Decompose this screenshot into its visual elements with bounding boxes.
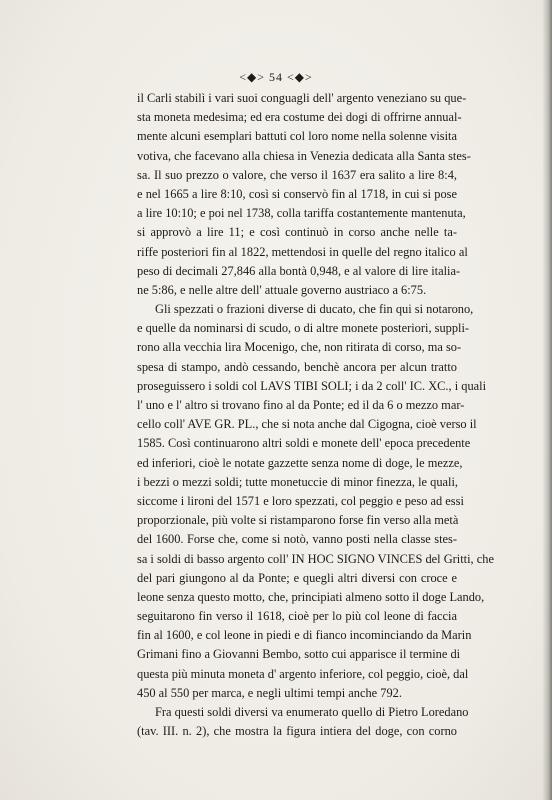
text-line: il Carli stabilì i vari suoi conguagli dell' argento veneziano su que- [137, 91, 467, 105]
text-line: e nel 1665 a lire 8:10, così si conservò fin al 1718, in cui si pose [137, 186, 457, 201]
text-line: Gli spezzati o frazioni diverse di ducato, che fin qui si notarono, [155, 302, 474, 317]
text-line: l' uno e l' altro si trovano fino al da Ponte; ed il da 6 o mezzo mar- [137, 398, 465, 412]
text-line: fin al 1600, e col leone in piedi e di fianco incominciando da Marin [137, 628, 472, 643]
text-line: (tav. III. n. 2), che mostra la figura intiera del doge, con corno [137, 724, 457, 739]
text-line: peso di decimali 27,846 alla bontà 0,948, e al valore di lire italia- [137, 263, 461, 278]
text-line: del pari giungono al da Ponte; e quegli altri diversi con croce e [137, 570, 457, 585]
text-line: 450 al 550 per marca, e negli ultimi tempi anche 792. [137, 685, 402, 700]
text-line: Grimani fino a Giovanni Bembo, sotto cui apparisce il termine di [137, 647, 461, 662]
text-line: spesa di stampo, andò cessando, benchè ancora per alcun tratto [137, 359, 457, 374]
text-line: proseguissero i soldi col LAVS TIBI SOLI; i da 2 coll' IC. XC., i quali [137, 378, 487, 393]
text-line: sa. Il suo prezzo o valore, che verso il 1637 era salito a lire 8:4, [137, 167, 457, 182]
text-line: 1585. Così continuarono altri soldi e monete dell' epoca precedente [137, 436, 471, 451]
text-line: sa i soldi di basso argento coll' IN HOC SIGNO VINCES del Gritti, che [137, 551, 494, 566]
text-line: a lire 10:10; e poi nel 1738, colla tariffa costantemente mantenuta, [137, 206, 466, 221]
body-text [137, 89, 494, 741]
text-line: e quelle da nominarsi di scudo, o di altre monete posteriori, suppli- [137, 321, 470, 336]
text-line: riffe posteriori fin al 1822, mettendosi in quelle del regno italico al [137, 244, 468, 259]
text-line: mente alcuni esemplari battuti col loro nome nella solenne visita [137, 129, 457, 144]
text-line: questa più minuta moneta d' argento inferiore, col peggio, cioè, dal [137, 666, 469, 681]
text-line: si approvò a lire 11; e così continuò in corso anche nelle ta- [137, 225, 457, 240]
text-line: leone senza questo motto, che, principiati almeno sotto il doge Lando, [137, 589, 485, 604]
text-line: sta moneta medesima; ed era costume dei dogi di offrirne annual- [137, 110, 462, 125]
text-line: cello coll' AVE GR. PL., che si nota anche dal Cigogna, cioè verso il [137, 417, 477, 432]
text-line: i bezzi o mezzi soldi; tutte monetuccie di minor finezza, le quali, [137, 474, 459, 489]
text-line: rono alla vecchia lira Mocenigo, che, non ritirata di corso, ma so- [137, 340, 462, 355]
text-line: ne 5:86, e nelle altre dell' attuale governo austriaco a 6:75. [137, 282, 427, 297]
page-number: <◆> 54 <◆> [239, 70, 313, 84]
text-line: ed inferiori, cioè le notate gazzette senza nome di doge, le mezze, [137, 455, 463, 470]
text-line: votiva, che facevano alla chiesa in Venezia dedicata alla Santa stes- [137, 148, 471, 163]
text-line: Fra questi soldi diversi va enumerato quello di Pietro Loredano [155, 705, 469, 719]
page-edge-shadow [542, 0, 552, 800]
text-line: del 1600. Forse che, come si notò, vanno posti nella classe stes- [137, 532, 457, 547]
text-line: siccome i lironi del 1571 e loro spezzati, col peggio e peso ad essi [137, 493, 464, 508]
text-line: proporzionale, più volte si ristamparono forse fin verso alla metà [137, 513, 459, 528]
text-line: seguitarono fin verso il 1618, cioè per lo più col leone di faccia [137, 609, 457, 624]
